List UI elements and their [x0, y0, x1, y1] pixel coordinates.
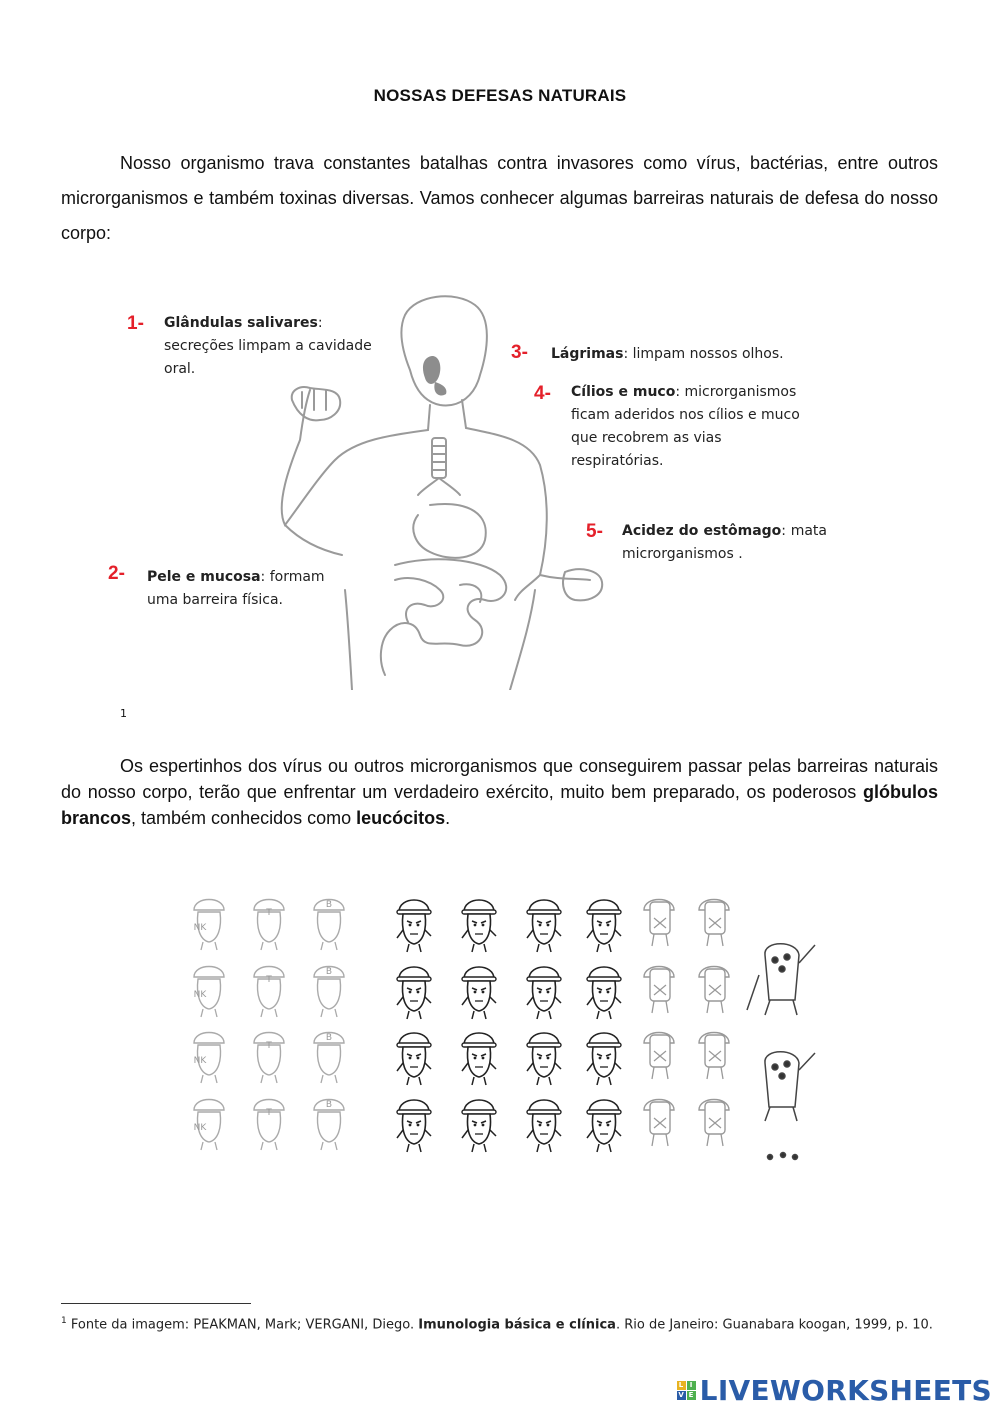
paragraph2-end: . [445, 808, 451, 828]
label-1-number: 1- [127, 313, 144, 334]
intro-paragraph: Nosso organismo trava constantes batalhas contra invasores como vírus, bactérias, entre outros microrganismos e também toxinas diversas. Vamos conhecer algumas barreiras naturais de defesa do nosso corpo: [61, 153, 938, 243]
badge-b-1: B [325, 900, 333, 910]
label-4-number: 4- [534, 383, 551, 404]
label-3-text [551, 343, 811, 366]
badge-t-3: T [266, 1041, 272, 1051]
badge-nk-4: NK [193, 1123, 207, 1133]
label-4-desc: : microrganismos ficam aderidos nos cílios e muco que recobrem as vias respiratórias. [571, 384, 800, 469]
footnote-text: Fonte da imagem: PEAKMAN, Mark; VERGANI, Diego. [66, 1317, 419, 1333]
logo-mark-v: V [678, 1391, 685, 1399]
label-4 [534, 382, 551, 407]
label-3-number: 3- [511, 342, 528, 363]
soldier-group [397, 900, 621, 1152]
label-2 [108, 562, 125, 587]
term-globulos-brancos: glóbulos brancos [61, 782, 938, 828]
label-1 [127, 312, 144, 337]
pale-soldier-group [644, 900, 729, 1147]
label-5 [586, 520, 603, 545]
badge-t-4: T [266, 1108, 272, 1118]
label-4-text [571, 381, 816, 473]
badge-t-1: T [266, 908, 272, 918]
leukocyte-army-illustration [185, 885, 825, 1165]
liveworksheets-logo [677, 1374, 992, 1407]
badge-nk-1: NK [193, 923, 207, 933]
paragraph-leucocitos [61, 753, 938, 831]
label-3 [511, 341, 528, 366]
footnote-text-end: . Rio de Janeiro: Guanabara koogan, 1999, p. 10. [615, 1317, 933, 1333]
logo-mark-e: E [688, 1391, 694, 1399]
label-1-term: Glândulas salivares [164, 315, 318, 331]
badge-b-3: B [325, 1033, 333, 1043]
label-2-text [147, 566, 327, 612]
label-2-desc: : formam uma barreira física. [147, 569, 325, 608]
footnote [61, 1310, 938, 1336]
footnote-book-title: Imunologia básica e clínica [418, 1317, 616, 1333]
label-3-term: Lágrimas [551, 346, 624, 362]
paragraph2-middle: , também conhecidos como [131, 808, 357, 828]
label-5-desc: : mata microrganismos . [622, 523, 827, 562]
logo-mark [677, 1381, 696, 1400]
logo-text: LIVEWORKSHEETS [699, 1374, 992, 1407]
footnote-reference: 1 [120, 707, 127, 720]
macrophage-group [747, 944, 815, 1160]
term-leucocitos: leucócitos [356, 808, 446, 828]
label-5-number: 5- [586, 521, 603, 542]
badge-nk-3: NK [193, 1056, 207, 1066]
label-1-desc: : secreções limpam a cavidade oral. [164, 315, 372, 377]
logo-mark-i: I [687, 1381, 696, 1390]
label-3-desc: : limpam nossos olhos. [623, 346, 784, 362]
footnote-sup: 1 [61, 1316, 67, 1326]
label-5-term: Acidez do estômago [622, 523, 782, 539]
page-title: NOSSAS DEFESAS NATURAIS [373, 86, 627, 105]
logo-mark-l: L [677, 1381, 686, 1390]
label-2-number: 2- [108, 563, 125, 584]
paragraph2-text: Os espertinhos dos vírus ou outros microrganismos que conseguirem passar pelas barreiras naturais do nosso corpo, terão que enfrentar um verdadeiro exército, muito bem preparado, os poderosos [61, 756, 938, 802]
badge-t-2: T [266, 975, 272, 985]
label-1-text [164, 312, 384, 381]
badge-nk-2: NK [193, 990, 207, 1000]
badge-b-2: B [325, 967, 333, 977]
label-4-term: Cílios e muco [571, 384, 676, 400]
label-5-text [622, 520, 827, 566]
label-2-term: Pele e mucosa [147, 569, 261, 585]
badge-b-4: B [325, 1100, 333, 1110]
footnote-separator [61, 1303, 251, 1304]
